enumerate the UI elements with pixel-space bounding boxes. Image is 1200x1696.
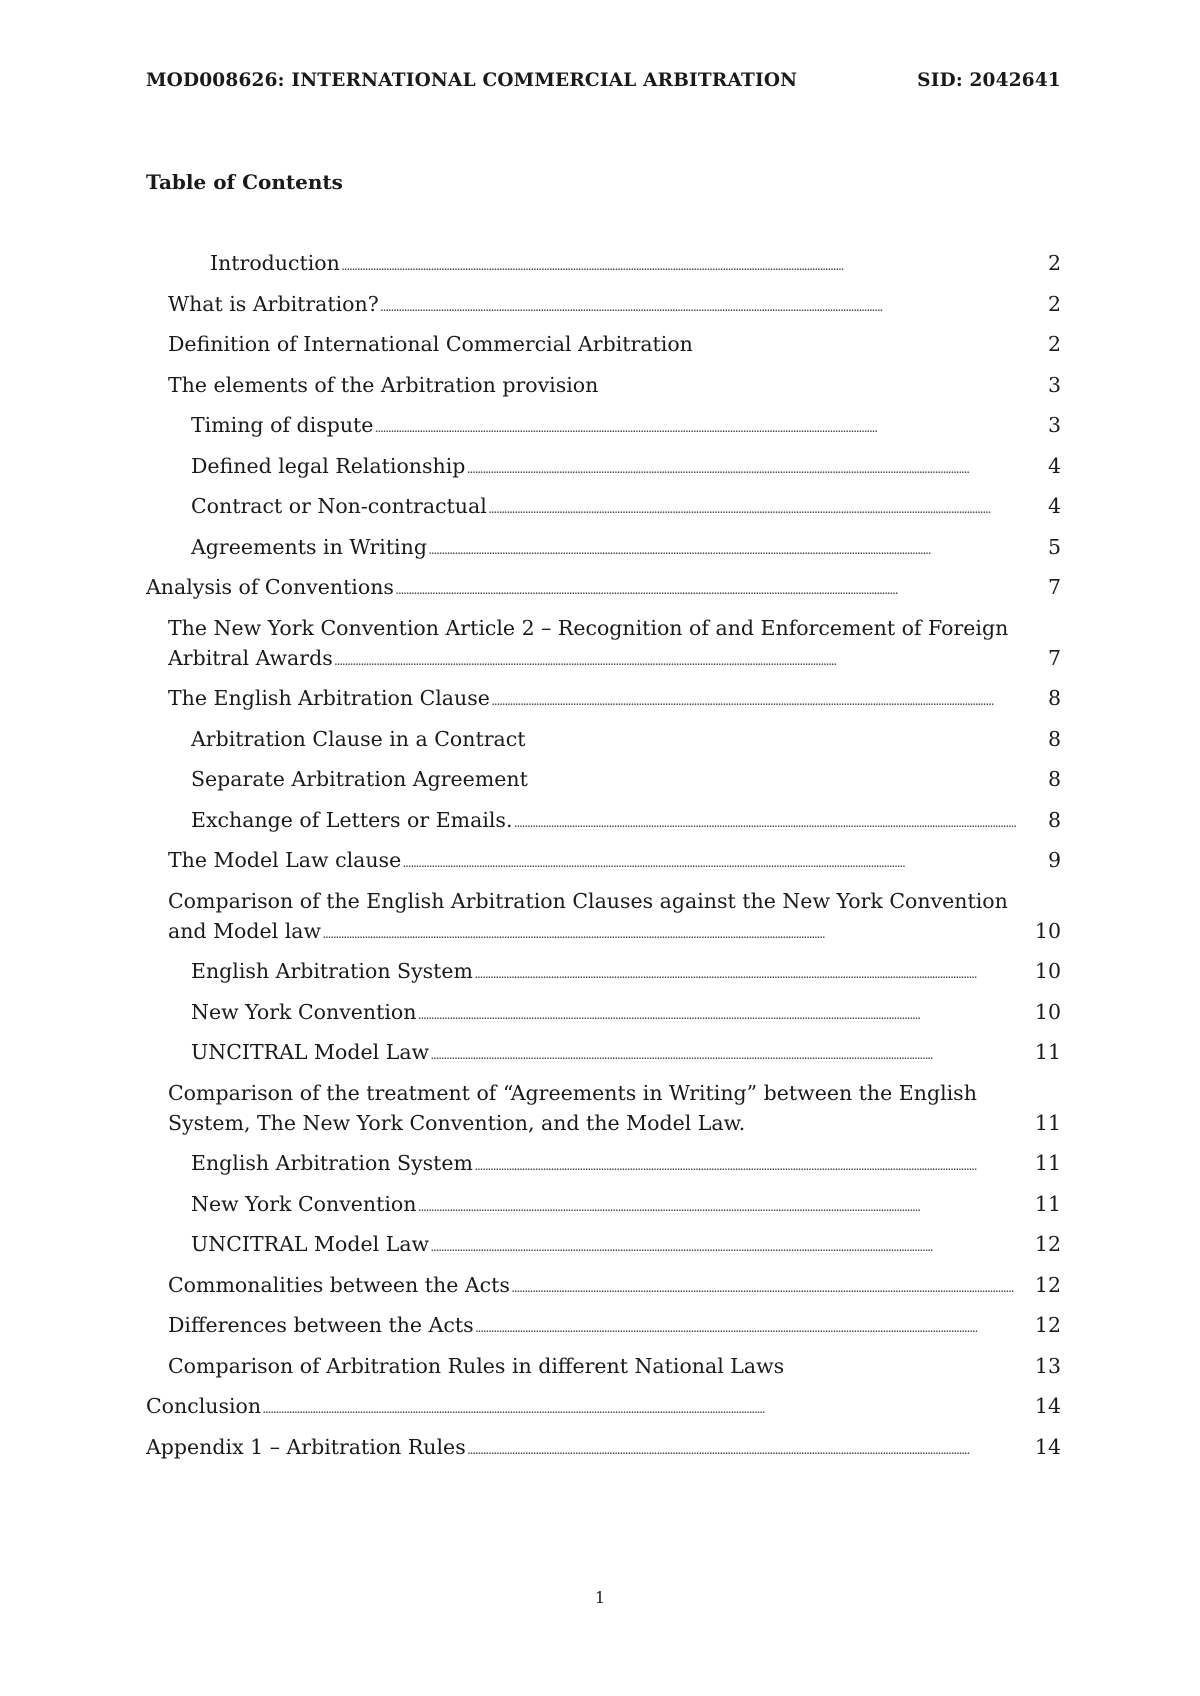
toc-entry-exchange-of-letters[interactable] — [146, 805, 1061, 835]
dot-leader — [510, 1273, 1012, 1297]
toc-entry-label: Differences between the Acts — [168, 1313, 474, 1337]
toc-page-number: 10 — [1032, 997, 1061, 1027]
toc-entry-label: Analysis of Conventions — [146, 575, 394, 599]
dot-leader — [465, 454, 967, 478]
toc-page-number: 13 — [1032, 1351, 1061, 1381]
toc-entry-differences[interactable] — [146, 1310, 1061, 1340]
toc-entry-label: New York Convention — [191, 1191, 417, 1216]
dot-leader — [474, 1313, 976, 1337]
module-title: MOD008626: INTERNATIONAL COMMERCIAL ARBITRATION — [146, 70, 798, 91]
toc-page-number: 8 — [1045, 683, 1061, 713]
toc-entry-english-arbitration-system-1[interactable] — [146, 956, 1061, 986]
toc-page-number: 11 — [1032, 1148, 1061, 1178]
toc-heading: Table of Contents — [146, 170, 343, 194]
toc-entry-label: Contract or Non-contractual — [191, 494, 487, 518]
toc-page-number: 11 — [1032, 1108, 1061, 1138]
toc-entry-comparison-agreements-in-writing[interactable] — [146, 1078, 1061, 1138]
toc-entry-label: Defined legal Relationship — [191, 453, 466, 478]
toc-entry-label: Conclusion — [146, 1394, 262, 1418]
toc-page-number: 9 — [1045, 845, 1061, 875]
page-header — [146, 70, 1061, 91]
dot-leader — [340, 251, 842, 275]
toc-entry-elements[interactable] — [146, 370, 1061, 400]
dot-leader — [512, 808, 1014, 832]
toc-page-number: 8 — [1045, 724, 1061, 754]
toc-entry-definition[interactable] — [146, 329, 1061, 359]
toc-entry-separate-arbitration-agreement[interactable] — [146, 764, 1061, 794]
toc-entry-label: Comparison of Arbitration Rules in different National Laws — [168, 1353, 785, 1378]
toc-entry-agreements-in-writing[interactable] — [146, 532, 1061, 562]
dot-leader — [394, 575, 896, 599]
toc-entry-label: UNCITRAL Model Law — [191, 1232, 430, 1256]
dot-leader — [416, 1192, 918, 1216]
toc-entry-new-york-convention-article-2[interactable] — [146, 613, 1061, 673]
toc-page-number: 7 — [1045, 572, 1061, 602]
toc-entry-label: The New York Convention Article 2 – Recognition of and Enforcement of Foreign Arbitral Awards — [168, 615, 1009, 670]
toc-entry-label: The Model Law clause — [168, 848, 402, 872]
toc-page-number: 11 — [1032, 1037, 1061, 1067]
toc-entry-label: English Arbitration System — [191, 959, 473, 983]
toc-entry-english-arbitration-system-2[interactable] — [146, 1148, 1061, 1178]
toc-entry-label: English Arbitration System — [191, 1151, 473, 1175]
dot-leader — [490, 686, 992, 710]
toc-entry-label: Appendix 1 – Arbitration Rules — [146, 1434, 466, 1459]
toc-entry-timing-of-dispute[interactable] — [146, 410, 1061, 440]
toc-page-number: 4 — [1045, 491, 1061, 521]
toc-entry-defined-legal-relationship[interactable] — [146, 451, 1061, 481]
dot-leader — [379, 292, 881, 316]
toc-entry-label: The elements of the Arbitration provision — [168, 372, 599, 397]
toc-entry-label: Arbitration Clause in a Contract — [191, 726, 526, 751]
toc-entry-label: UNCITRAL Model Law — [191, 1040, 430, 1064]
toc-entry-uncitral-model-law-2[interactable] — [146, 1229, 1061, 1259]
toc-page-number: 12 — [1032, 1310, 1061, 1340]
student-id: SID: 2042641 — [917, 70, 1061, 91]
toc-entry-commonalities[interactable] — [146, 1270, 1061, 1300]
toc-page-number: 14 — [1032, 1391, 1061, 1421]
toc-page-number: 2 — [1045, 329, 1061, 359]
toc-page-number: 10 — [1032, 916, 1061, 946]
toc-entry-new-york-convention-2[interactable] — [146, 1189, 1061, 1219]
page-number-footer: 1 — [594, 1588, 606, 1607]
dot-leader — [427, 535, 929, 559]
toc-page-number: 14 — [1032, 1432, 1061, 1462]
toc-entry-label: Introduction — [210, 251, 340, 275]
toc-entry-label: Comparison of the English Arbitration Clauses against the New York Convention and Model law — [168, 888, 1008, 943]
toc-entry-label: Separate Arbitration Agreement — [191, 767, 528, 791]
toc-entry-arbitration-clause-in-contract[interactable] — [146, 724, 1061, 754]
dot-leader — [401, 848, 903, 872]
dot-leader — [416, 1000, 918, 1024]
toc-page-number: 5 — [1045, 532, 1061, 562]
toc-entry-analysis-of-conventions[interactable] — [146, 572, 1061, 602]
toc-entry-label: New York Convention — [191, 999, 417, 1024]
toc-entry-label: What is Arbitration? — [168, 291, 379, 316]
toc-page-number: 3 — [1045, 370, 1061, 400]
toc-entry-label: Exchange of Letters or Emails. — [191, 807, 513, 832]
dot-leader — [429, 1040, 931, 1064]
toc-page-number: 3 — [1045, 410, 1061, 440]
toc-page-number: 2 — [1045, 248, 1061, 278]
toc-page-number: 8 — [1045, 805, 1061, 835]
table-of-contents — [146, 248, 1061, 1472]
toc-page-number: 12 — [1032, 1270, 1061, 1300]
toc-entry-conclusion[interactable] — [146, 1391, 1061, 1421]
toc-entry-comparison-national-laws[interactable] — [146, 1351, 1061, 1381]
toc-entry-comparison-english-clauses[interactable] — [146, 886, 1061, 946]
toc-page-number: 11 — [1032, 1189, 1061, 1219]
dot-leader — [466, 1435, 968, 1459]
toc-entry-uncitral-model-law-1[interactable] — [146, 1037, 1061, 1067]
toc-entry-contract-or-non-contractual[interactable] — [146, 491, 1061, 521]
dot-leader — [373, 413, 875, 437]
toc-page-number: 12 — [1032, 1229, 1061, 1259]
toc-entry-label: Commonalities between the Acts — [168, 1272, 510, 1297]
toc-entry-model-law-clause[interactable] — [146, 845, 1061, 875]
toc-page-number: 8 — [1045, 764, 1061, 794]
toc-entry-label: Definition of International Commercial Arbitration — [168, 332, 693, 356]
toc-entry-introduction[interactable] — [146, 248, 1061, 278]
toc-entry-label: Comparison of the treatment of “Agreements in Writing” between the English System, The New York Convention, and the Model Law. — [168, 1080, 977, 1135]
dot-leader — [473, 959, 975, 983]
toc-entry-what-is-arbitration[interactable] — [146, 289, 1061, 319]
dot-leader — [473, 1151, 975, 1175]
toc-entry-label: Agreements in Writing — [191, 534, 427, 559]
toc-page-number: 10 — [1032, 956, 1061, 986]
dot-leader — [261, 1394, 763, 1418]
dot-leader — [487, 494, 989, 518]
toc-entry-english-arbitration-clause[interactable] — [146, 683, 1061, 713]
dot-leader — [321, 919, 823, 943]
toc-page-number: 7 — [1045, 643, 1061, 673]
toc-entry-appendix-1[interactable] — [146, 1432, 1061, 1462]
dot-leader — [333, 646, 835, 670]
toc-entry-new-york-convention-1[interactable] — [146, 997, 1061, 1027]
dot-leader — [429, 1232, 931, 1256]
toc-entry-label: Timing of dispute — [191, 413, 374, 437]
toc-page-number: 4 — [1045, 451, 1061, 481]
toc-page-number: 2 — [1045, 289, 1061, 319]
toc-entry-label: The English Arbitration Clause — [168, 686, 490, 710]
